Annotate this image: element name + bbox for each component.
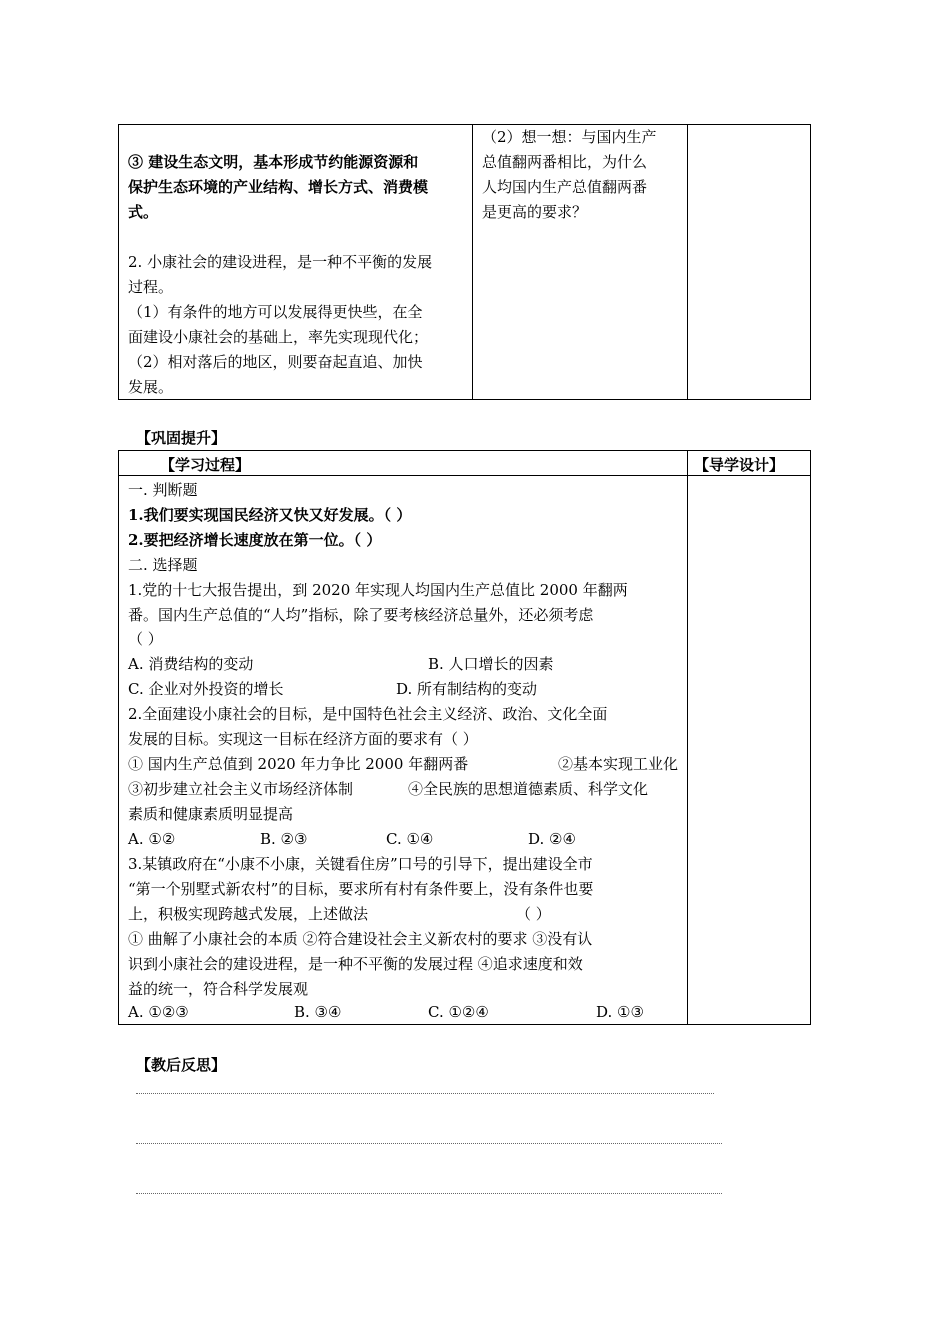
choice-q1-option-a: A. 消费结构的变动 [128,655,254,673]
choice-q1-option-c: C. 企业对外投资的增长 [128,680,284,698]
table1-left-line-5: （2）相对落后的地区，则要奋起直追、加快 [128,353,423,371]
table1-mid-line-3: 人均国内生产总值翻两番 [482,178,648,196]
choice-q2-statement-1: ① 国内生产总值到 2020 年力争比 2000 年翻两番 [128,755,469,773]
reflection-line-1[interactable] [136,1093,714,1094]
section-title-reflection: 【教后反思】 [136,1056,227,1074]
choice-q1-line-2: 番。国内生产总值的“人均”指标，除了要考核经济总量外，还必须考虑 [128,606,594,624]
table2-header-learning-process: 【学习过程】 [160,456,251,474]
table2-left-border [118,450,119,1024]
judgment-section-title: 一. 判断题 [128,481,198,499]
choice-q3-line-2: “第一个别墅式新农村”的目标，要求所有村有条件要上，没有条件也要 [128,880,594,898]
choice-q1-option-b: B. 人口增长的因素 [428,655,554,673]
table1-top-border [118,124,811,125]
choice-q3-statements-3: 益的统一，符合科学发展观 [128,980,309,998]
judgment-question-1: 1.我们要实现国民经济又快又好发展。（ ） [128,506,412,524]
table1-left-line-2: 过程。 [128,278,174,296]
table2-divider [687,450,688,1024]
table2-right-border [810,450,811,1024]
choice-q2-option-a: A. ①② [128,830,176,848]
table1-left-bold-line-2: 保护生态环境的产业结构、增长方式、消费模 [128,178,429,196]
table2-header-bottom-border [118,475,811,476]
table1-mid-line-4: 是更高的要求？ [482,203,588,221]
table1-mid-line-1: （2）想一想：与国内生产 [482,128,657,146]
section-title-consolidate: 【巩固提升】 [136,429,227,447]
choice-q3-statements-1: ① 曲解了小康社会的本质 ②符合建设社会主义新农村的要求 ③没有认 [128,930,593,948]
table1-left-line-6: 发展。 [128,378,174,396]
choice-q2-statement-3: ③初步建立社会主义市场经济体制 [128,780,354,798]
choice-q2-statement-2: ②基本实现工业化 [558,755,679,773]
choice-q2-statement-4-cont: 素质和健康素质明显提高 [128,805,294,823]
table1-left-bold-line-3: 式。 [128,203,159,221]
table1-left-line-1: 2. 小康社会的建设进程，是一种不平衡的发展 [128,253,433,271]
table2-top-border [118,450,811,451]
judgment-question-2: 2.要把经济增长速度放在第一位。（ ） [128,531,382,549]
table1-divider-2 [687,124,688,399]
choice-q2-line-1: 2.全面建设小康社会的目标，是中国特色社会主义经济、政治、文化全面 [128,705,608,723]
choice-q1-blank: （ ） [128,630,163,648]
table1-bottom-border [118,399,811,400]
choice-q1-line-1: 1.党的十七大报告提出，到 2020 年实现人均国内生产总值比 2000 年翻两 [128,581,628,599]
choice-q3-option-b: B. ③④ [294,1003,342,1021]
table1-mid-line-2: 总值翻两番相比，为什么 [482,153,648,171]
choice-q2-option-c: C. ①④ [386,830,434,848]
table1-left-border [118,124,119,399]
choice-q3-option-c: C. ①②④ [428,1003,489,1021]
choice-q3-statements-2: 识到小康社会的建设进程，是一种不平衡的发展过程 ④追求速度和效 [128,955,583,973]
choice-q3-line-1: 3.某镇政府在“小康不小康，关键看住房”口号的引导下，提出建设全市 [128,855,593,873]
table1-left-bold-line-1: ③ 建设生态文明，基本形成节约能源资源和 [128,153,419,171]
choice-section-title: 二. 选择题 [128,556,198,574]
choice-q2-line-2: 发展的目标。实现这一目标在经济方面的要求有（ ） [128,730,478,748]
table2-header-guide-design: 【导学设计】 [694,456,785,474]
choice-q2-option-b: B. ②③ [260,830,308,848]
table1-left-line-3: （1）有条件的地方可以发展得更快些，在全 [128,303,423,321]
table1-divider-1 [472,124,473,399]
table1-right-border [810,124,811,399]
choice-q1-option-d: D. 所有制结构的变动 [396,680,538,698]
choice-q2-statement-4: ④全民族的思想道德素质、科学文化 [408,780,649,798]
table1-left-line-4: 面建设小康社会的基础上，率先实现现代化； [128,328,429,346]
choice-q3-blank: （ ） [516,905,551,923]
reflection-line-3[interactable] [136,1193,722,1194]
choice-q3-option-a: A. ①②③ [128,1003,189,1021]
choice-q2-option-d: D. ②④ [528,830,576,848]
choice-q3-option-d: D. ①③ [596,1003,644,1021]
choice-q3-line-3: 上，积极实现跨越式发展，上述做法 [128,905,369,923]
reflection-line-2[interactable] [136,1143,722,1144]
